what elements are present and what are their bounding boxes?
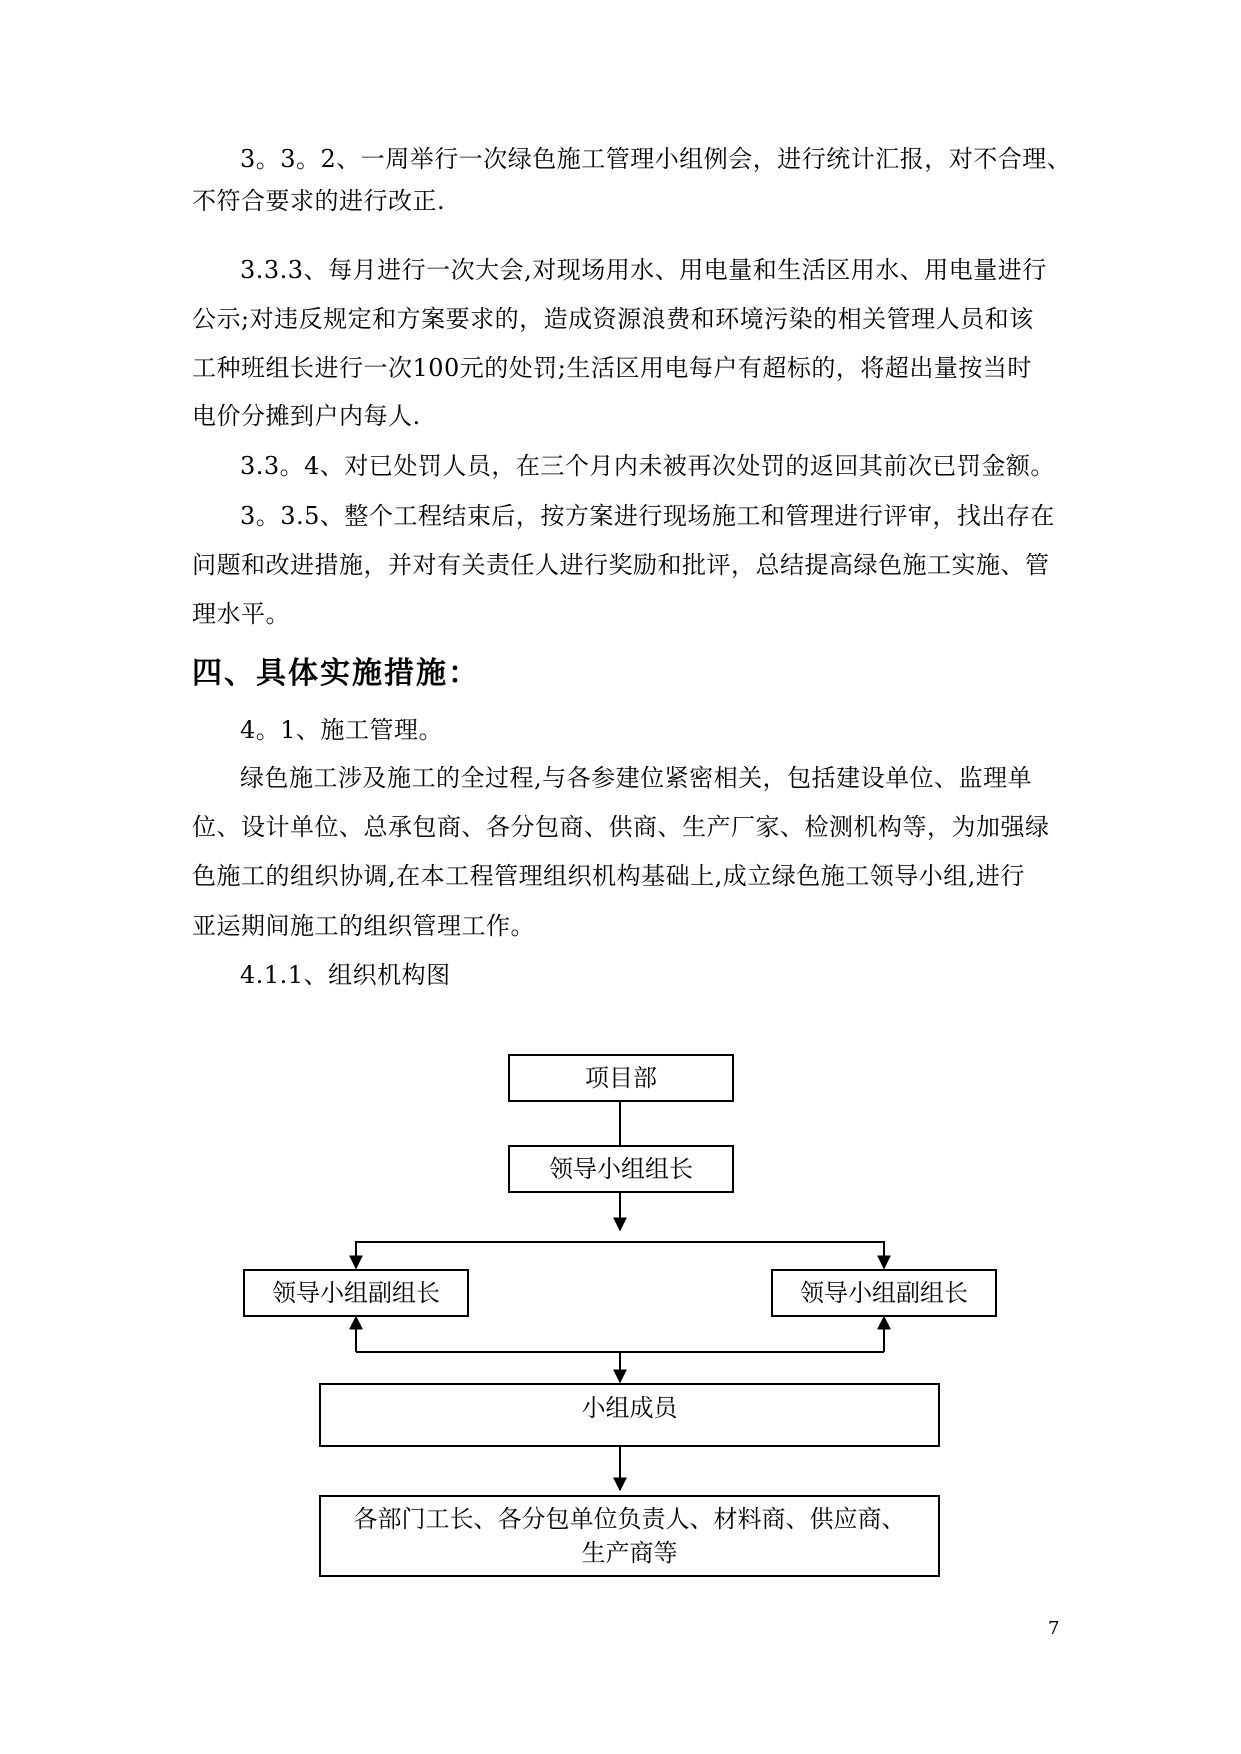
connector-split	[356, 1242, 884, 1262]
paragraph-line: 绿色施工涉及施工的全过程,与各参建位紧密相关，包括建设单位、监理单	[240, 764, 1033, 792]
org-node-staff	[319, 1495, 940, 1577]
org-node-deputy-right: 领导小组副组长	[771, 1269, 997, 1317]
section-heading: 四、具体实施措施：	[192, 656, 480, 691]
page-number: 7	[1048, 1618, 1060, 1639]
paragraph-line: 4.1.1、组织机构图	[240, 961, 451, 989]
paragraph-line: 3。3。2、一周举行一次绿色施工管理小组例会，进行统计汇报，对不合理、	[240, 145, 1072, 173]
org-node-deputy-left: 领导小组副组长	[243, 1269, 469, 1317]
paragraph-line: 理水平。	[192, 600, 290, 628]
org-node-leader: 领导小组组长	[508, 1145, 734, 1193]
paragraph-line: 工种班组长进行一次100元的处罚;生活区用电每户有超标的，将超出量按当时	[192, 354, 1032, 382]
paragraph-line: 3.3。4、对已处罚人员，在三个月内未被再次处罚的返回其前次已罚金额。	[240, 452, 1055, 480]
paragraph-line: 公示;对违反规定和方案要求的，造成资源浪费和环境污染的相关管理人员和该	[192, 305, 1034, 333]
paragraph-line: 色施工的组织协调,在本工程管理组织机构基础上,成立绿色施工领导小组,进行	[192, 862, 1025, 890]
paragraph-line: 问题和改进措施，并对有关责任人进行奖励和批评，总结提高绿色施工实施、管	[192, 551, 1050, 579]
paragraph-line: 位、设计单位、总承包商、各分包商、供商、生产厂家、检测机构等，为加强绿	[192, 813, 1050, 841]
org-node-staff-line: 各部门工长、各分包单位负责人、材料商、供应商、	[353, 1505, 906, 1533]
paragraph-line: 4。1、施工管理。	[240, 716, 444, 744]
org-node-staff-line: 生产商等	[581, 1539, 678, 1567]
paragraph-line: 3。3.5、整个工程结束后，按方案进行现场施工和管理进行评审，找出存在	[240, 502, 1055, 530]
paragraph-line: 不符合要求的进行改正.	[192, 187, 446, 215]
paragraph-line: 电价分摊到户内每人.	[192, 402, 421, 430]
org-node-project-dept: 项目部	[508, 1054, 734, 1102]
paragraph-line: 亚运期间施工的组织管理工作。	[192, 912, 535, 940]
org-node-members: 小组成员	[319, 1383, 940, 1447]
paragraph-line: 3.3.3、每月进行一次大会,对现场用水、用电量和生活区用水、用电量进行	[240, 256, 1047, 284]
